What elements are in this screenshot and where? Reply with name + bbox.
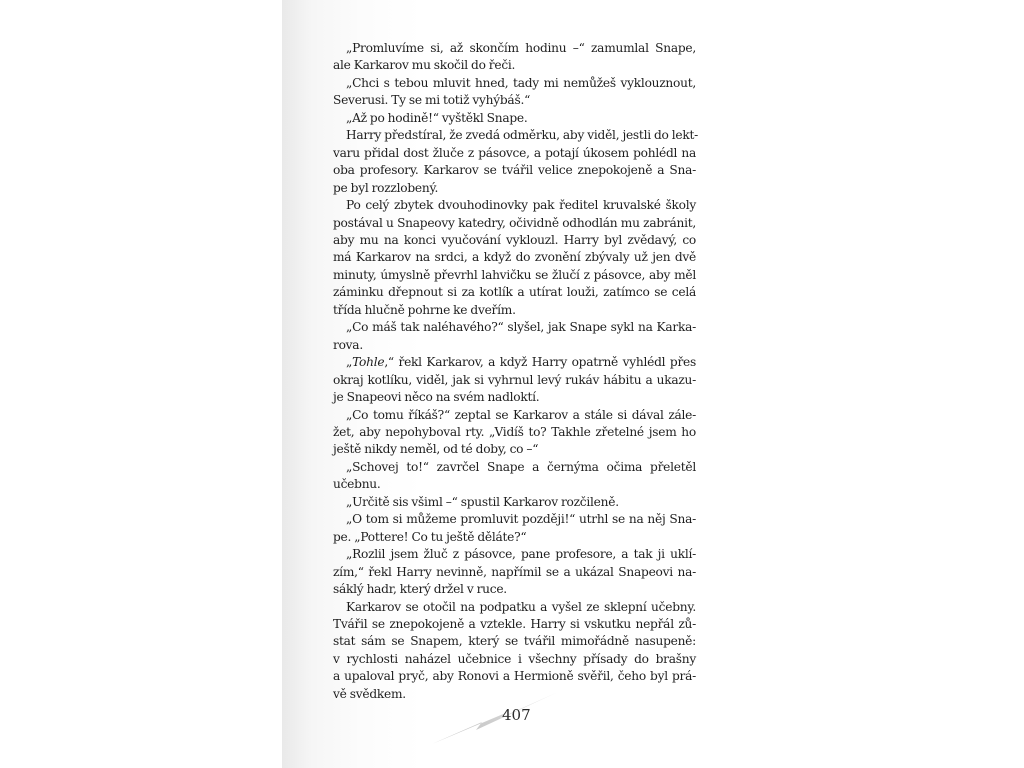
paragraph: [333, 546, 696, 598]
text-line: Po celý zbytek dvouhodinovky pak ředitel kruvalské školy: [346, 198, 696, 213]
paragraph: [333, 407, 696, 459]
paragraph: [333, 354, 696, 406]
emphasized-word: Tohle: [352, 355, 385, 370]
text-line: „Co máš tak naléhavého?“ slyšel, jak Snape sykl na Karka-: [346, 320, 696, 335]
text-line: „Promluvíme si, až skončím hodinu –“ zamumlal Snape,: [346, 41, 696, 55]
text-line: Harry předstíral, že zvedá odměrku, aby viděl, jestli do lekt-: [346, 128, 699, 143]
paragraph: [333, 599, 696, 704]
text-line: „Chci s tebou mluvit hned, tady mi nemůžeš vyklouznout,: [346, 75, 696, 90]
text-line: „Rozlil jsem žluč z pásovce, pane profesore, a tak ji uklí-: [346, 547, 696, 562]
text-line: „Schovej to!“ zavrčel Snape a černýma očima přeletěl: [346, 459, 696, 474]
text-line: minuty, úmyslně převrhl lahvičku se žlučí z pásovce, aby měl: [333, 267, 696, 282]
text-line: v rychlosti naházel učebnice i všechny přísady do brašny: [333, 651, 696, 666]
text-line: ale Karkarov mu skočil do řeči.: [333, 58, 516, 73]
text-line: má Karkarov na srdci, a když do zvonění zbývaly už jen dvě: [333, 250, 696, 265]
text-line: oba profesory. Karkarov se tvářil velice znepokojeně a Sna-: [333, 163, 696, 178]
text-line: žet, aby nepohyboval rty. „Vidíš to? Takhle zřetelné jsem ho: [333, 424, 696, 439]
text-line: varu přidal dost žluče z pásovce, a potají úkosem pohlédl na: [333, 145, 696, 160]
text-line: sáklý hadr, který držel v ruce.: [333, 582, 507, 597]
text-line: třída hlučně pohrne ke dveřím.: [333, 302, 516, 317]
text-line: je Snapeovi něco na svém nadloktí.: [333, 390, 540, 405]
paragraph: [333, 494, 696, 511]
paragraph: [333, 197, 696, 319]
text-line: „Až po hodině!“ vyštěkl Snape.: [346, 110, 528, 125]
page-footer: [430, 692, 570, 752]
text-line: a upaloval pryč, aby Ronovi a Hermioně svěřil, čeho byl prá-: [333, 669, 696, 684]
text-line: „O tom si můžeme promluvit později!“ utrhl se na něj Sna-: [346, 512, 696, 527]
text-line: stat sám se Snapem, který se tvářil mimořádně nasupeně:: [333, 634, 696, 649]
text-line: zím,“ řekl Harry nevinně, napřímil se a ukázal Snapeovi na-: [333, 564, 696, 579]
text-line: „Tohle,“ řekl Karkarov, a když Harry opatrně vyhlédl přes: [346, 355, 696, 370]
paragraph: [333, 75, 696, 110]
text-line: ještě nikdy neměl, od té doby, co –“: [333, 442, 539, 457]
paragraph: [333, 511, 696, 546]
text-line: vě svědkem.: [333, 686, 406, 701]
text-line: „Určitě sis všiml –“ spustil Karkarov rozčileně.: [346, 494, 619, 509]
text-line: postával u Snapeovy katedry, očividně odhodlán mu zabránit,: [333, 215, 696, 230]
text-line: pe. „Pottere! Co tu ještě děláte?“: [333, 529, 527, 544]
paragraph: [333, 127, 699, 197]
paragraph: [333, 319, 696, 354]
body-text: [333, 40, 699, 703]
text-line: „Co tomu říkáš?“ zeptal se Karkarov a stále si dával zále-: [346, 407, 696, 422]
text-line: aby mu na konci vyučování vyklouzl. Harry byl zvědavý, co: [333, 232, 696, 247]
text-line: záminku dřepnout si za kotlík a utírat louži, zatímco se celá: [333, 285, 696, 300]
text-line: učebnu.: [333, 477, 381, 492]
paragraph: [333, 110, 696, 127]
text-line: Tvářil se znepokojeně a vztekle. Harry si vskutku nepřál zů-: [333, 616, 696, 631]
text-line: Karkarov se otočil na podpatku a vyšel ze sklepní učebny.: [346, 599, 696, 614]
text-line: okraj kotlíku, viděl, jak si vyhrnul levý rukáv hábitu a ukazu-: [333, 372, 696, 387]
text-line: pe byl rozzlobený.: [333, 180, 439, 195]
paragraph: [333, 40, 696, 75]
page-number: 407: [502, 706, 531, 724]
text-line: Severusi. Ty se mi totiž vyhýbáš.“: [333, 93, 531, 108]
lightning-bolt-icon: [430, 692, 570, 752]
paragraph: [333, 459, 696, 494]
text-line: rova.: [333, 337, 363, 352]
